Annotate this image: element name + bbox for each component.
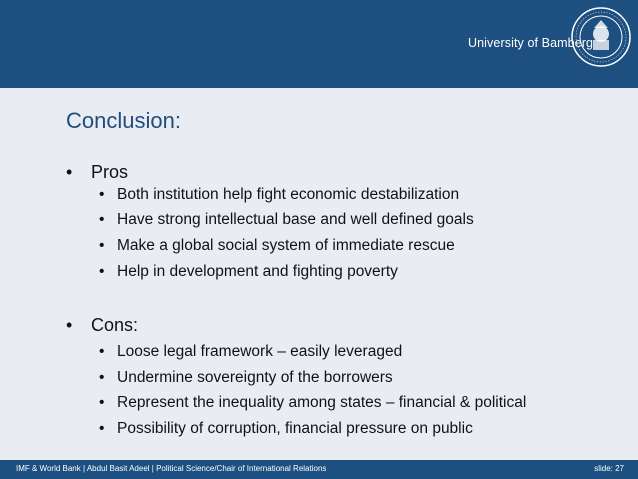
- pros-heading: [66, 162, 128, 183]
- bullet-icon: •: [99, 420, 105, 437]
- cons-heading: [66, 315, 138, 336]
- bullet-icon: •: [66, 162, 73, 182]
- bullet-icon: •: [99, 237, 105, 254]
- bullet-icon: •: [99, 186, 105, 203]
- pros-heading-label: Pros: [91, 162, 129, 182]
- bullet-icon: •: [99, 263, 105, 280]
- pros-item: [99, 237, 455, 255]
- bullet-icon: •: [99, 394, 105, 411]
- cons-item-text: Loose legal framework – easily leveraged: [117, 343, 403, 360]
- footer-bar: [0, 460, 638, 479]
- bullet-icon: •: [99, 369, 105, 386]
- header-bar: [0, 0, 638, 88]
- cons-item: [99, 343, 402, 361]
- pros-item-text: Both institution help fight economic destabilization: [117, 186, 460, 203]
- cons-item: [99, 369, 393, 387]
- university-seal-logo: [570, 6, 632, 68]
- pros-item-text: Make a global social system of immediate rescue: [117, 237, 455, 254]
- bullet-icon: •: [99, 211, 105, 228]
- pros-item: [99, 211, 474, 229]
- cons-item: [99, 394, 526, 412]
- pros-item-text: Have strong intellectual base and well defined goals: [117, 211, 474, 228]
- university-name: University of Bamberg: [468, 36, 594, 50]
- cons-item-text: Possibility of corruption, financial pressure on public: [117, 420, 473, 437]
- pros-item: [99, 263, 398, 281]
- slide-number: slide: 27: [594, 464, 624, 473]
- cons-item-text: Undermine sovereignty of the borrowers: [117, 369, 393, 386]
- bullet-icon: •: [66, 315, 73, 335]
- slide-title: Conclusion:: [66, 108, 181, 133]
- pros-item: [99, 186, 459, 204]
- cons-item-text: Represent the inequality among states – financial & political: [117, 394, 527, 411]
- pros-item-text: Help in development and fighting poverty: [117, 263, 398, 280]
- cons-heading-label: Cons:: [91, 315, 139, 335]
- cons-item: [99, 420, 473, 438]
- footer-credits: IMF & World Bank | Abdul Basit Adeel | Political Science/Chair of International Relations: [16, 464, 327, 473]
- bullet-icon: •: [99, 343, 105, 360]
